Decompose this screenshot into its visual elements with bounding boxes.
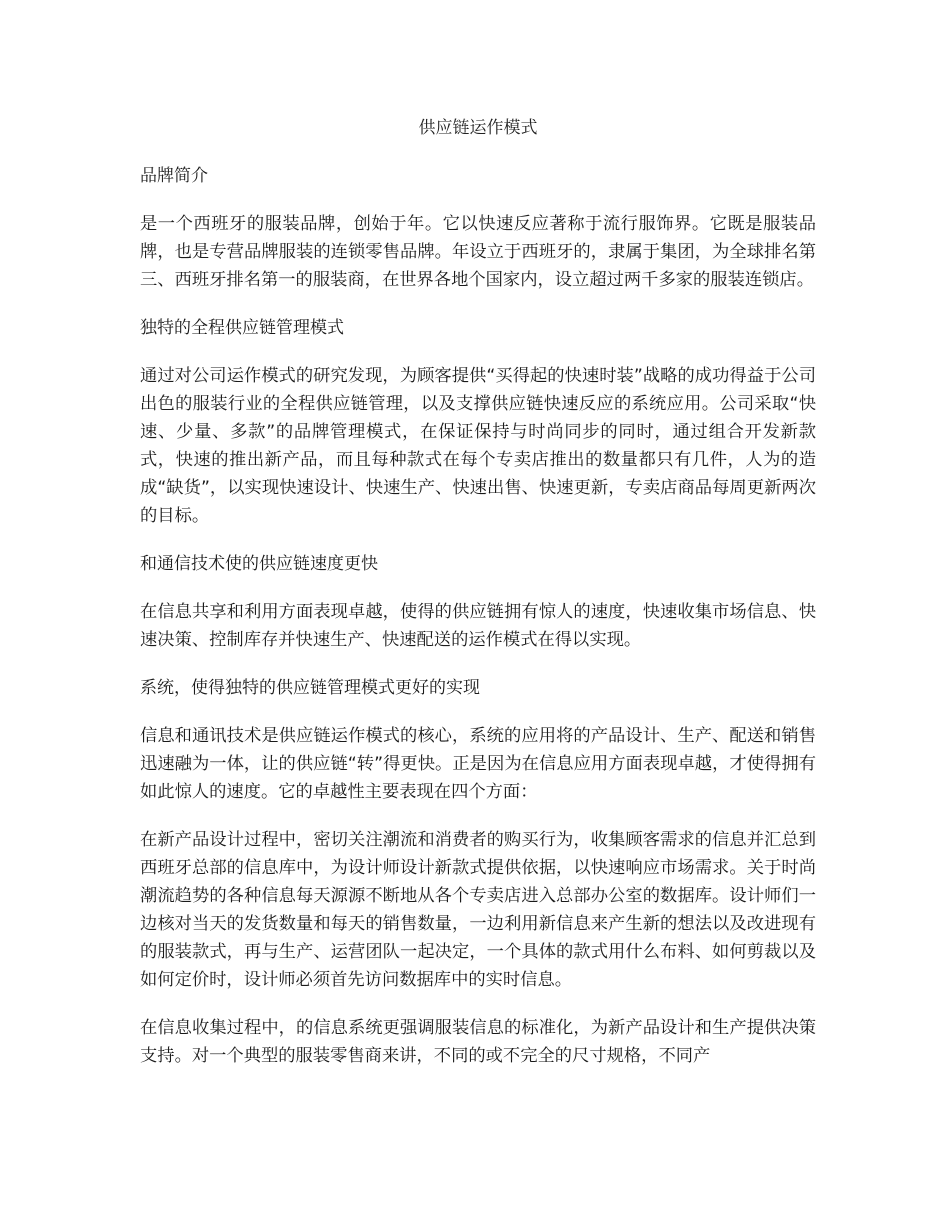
paragraph-brand-intro: 是一个西班牙的服装品牌，创始于年。它以快速反应著称于流行服饰界。它既是服装品牌，也是专营品牌服装的连锁零售品牌。年设立于西班牙的，隶属于集团，为全球排名第三、西班牙排名第一的服装商，在世界各地个国家内，设立超过两千多家的服装连锁店。 xyxy=(140,214,816,290)
document-title: 供应链运作模式 xyxy=(418,118,538,138)
paragraph-supply-chain-model: 通过对公司运作模式的研究发现，为顾客提供“买得起的快速时装”战略的成功得益于公司出色的服装行业的全程供应链管理，以及支撑供应链快速反应的系统应用。公司采取“快速、少量、多款”的品牌管理模式，在保证保持与时尚同步的同时，通过组合开发新款式，快速的推出新产品，而且每种款式在每个专卖店推出的数量都只有几件，人为的造成“缺货”，以实现快速设计、快速生产、快速出售、快速更新，专卖店商品每周更新两次的目标。 xyxy=(140,366,816,526)
paragraph-communication-tech: 在信息共享和利用方面表现卓越，使得的供应链拥有惊人的速度，快速收集市场信息、快速决策、控制库存并快速生产、快速配送的运作模式在得以实现。 xyxy=(140,602,816,650)
paragraph-product-design: 在新产品设计过程中，密切关注潮流和消费者的购买行为，收集顾客需求的信息并汇总到西班牙总部的信息库中，为设计师设计新款式提供依据，以快速响应市场需求。关于时尚潮流趋势的各种信息每天源源不断地从各个专卖店进入总部办公室的数据库。设计师们一边核对当天的发货数量和每天的销售数量，一边利用新信息来产生新的想法以及改进现有的服装款式，再与生产、运营团队一起决定，一个具体的款式用什么布料、如何剪裁以及如何定价时，设计师必须首先访问数据库中的实时信息。 xyxy=(140,830,816,990)
document-page xyxy=(140,114,816,1090)
section-heading-system: 系统，使得独特的供应链管理模式更好的实现 xyxy=(140,678,480,698)
section-heading-communication-tech: 和通信技术使的供应链速度更快 xyxy=(140,554,378,574)
section-heading-brand-intro: 品牌简介 xyxy=(140,166,208,186)
section-heading-supply-chain-model: 独特的全程供应链管理模式 xyxy=(140,318,344,338)
paragraph-system-core: 信息和通讯技术是供应链运作模式的核心，系统的应用将的产品设计、生产、配送和销售迅速融为一体，让的供应链“转”得更快。正是因为在信息应用方面表现卓越，才使得拥有如此惊人的速度。它的卓越性主要表现在四个方面： xyxy=(140,726,816,802)
paragraph-information-collection: 在信息收集过程中，的信息系统更强调服装信息的标准化，为新产品设计和生产提供决策支持。对一个典型的服装零售商来讲，不同的或不完全的尺寸规格，不同产 xyxy=(140,1018,816,1066)
